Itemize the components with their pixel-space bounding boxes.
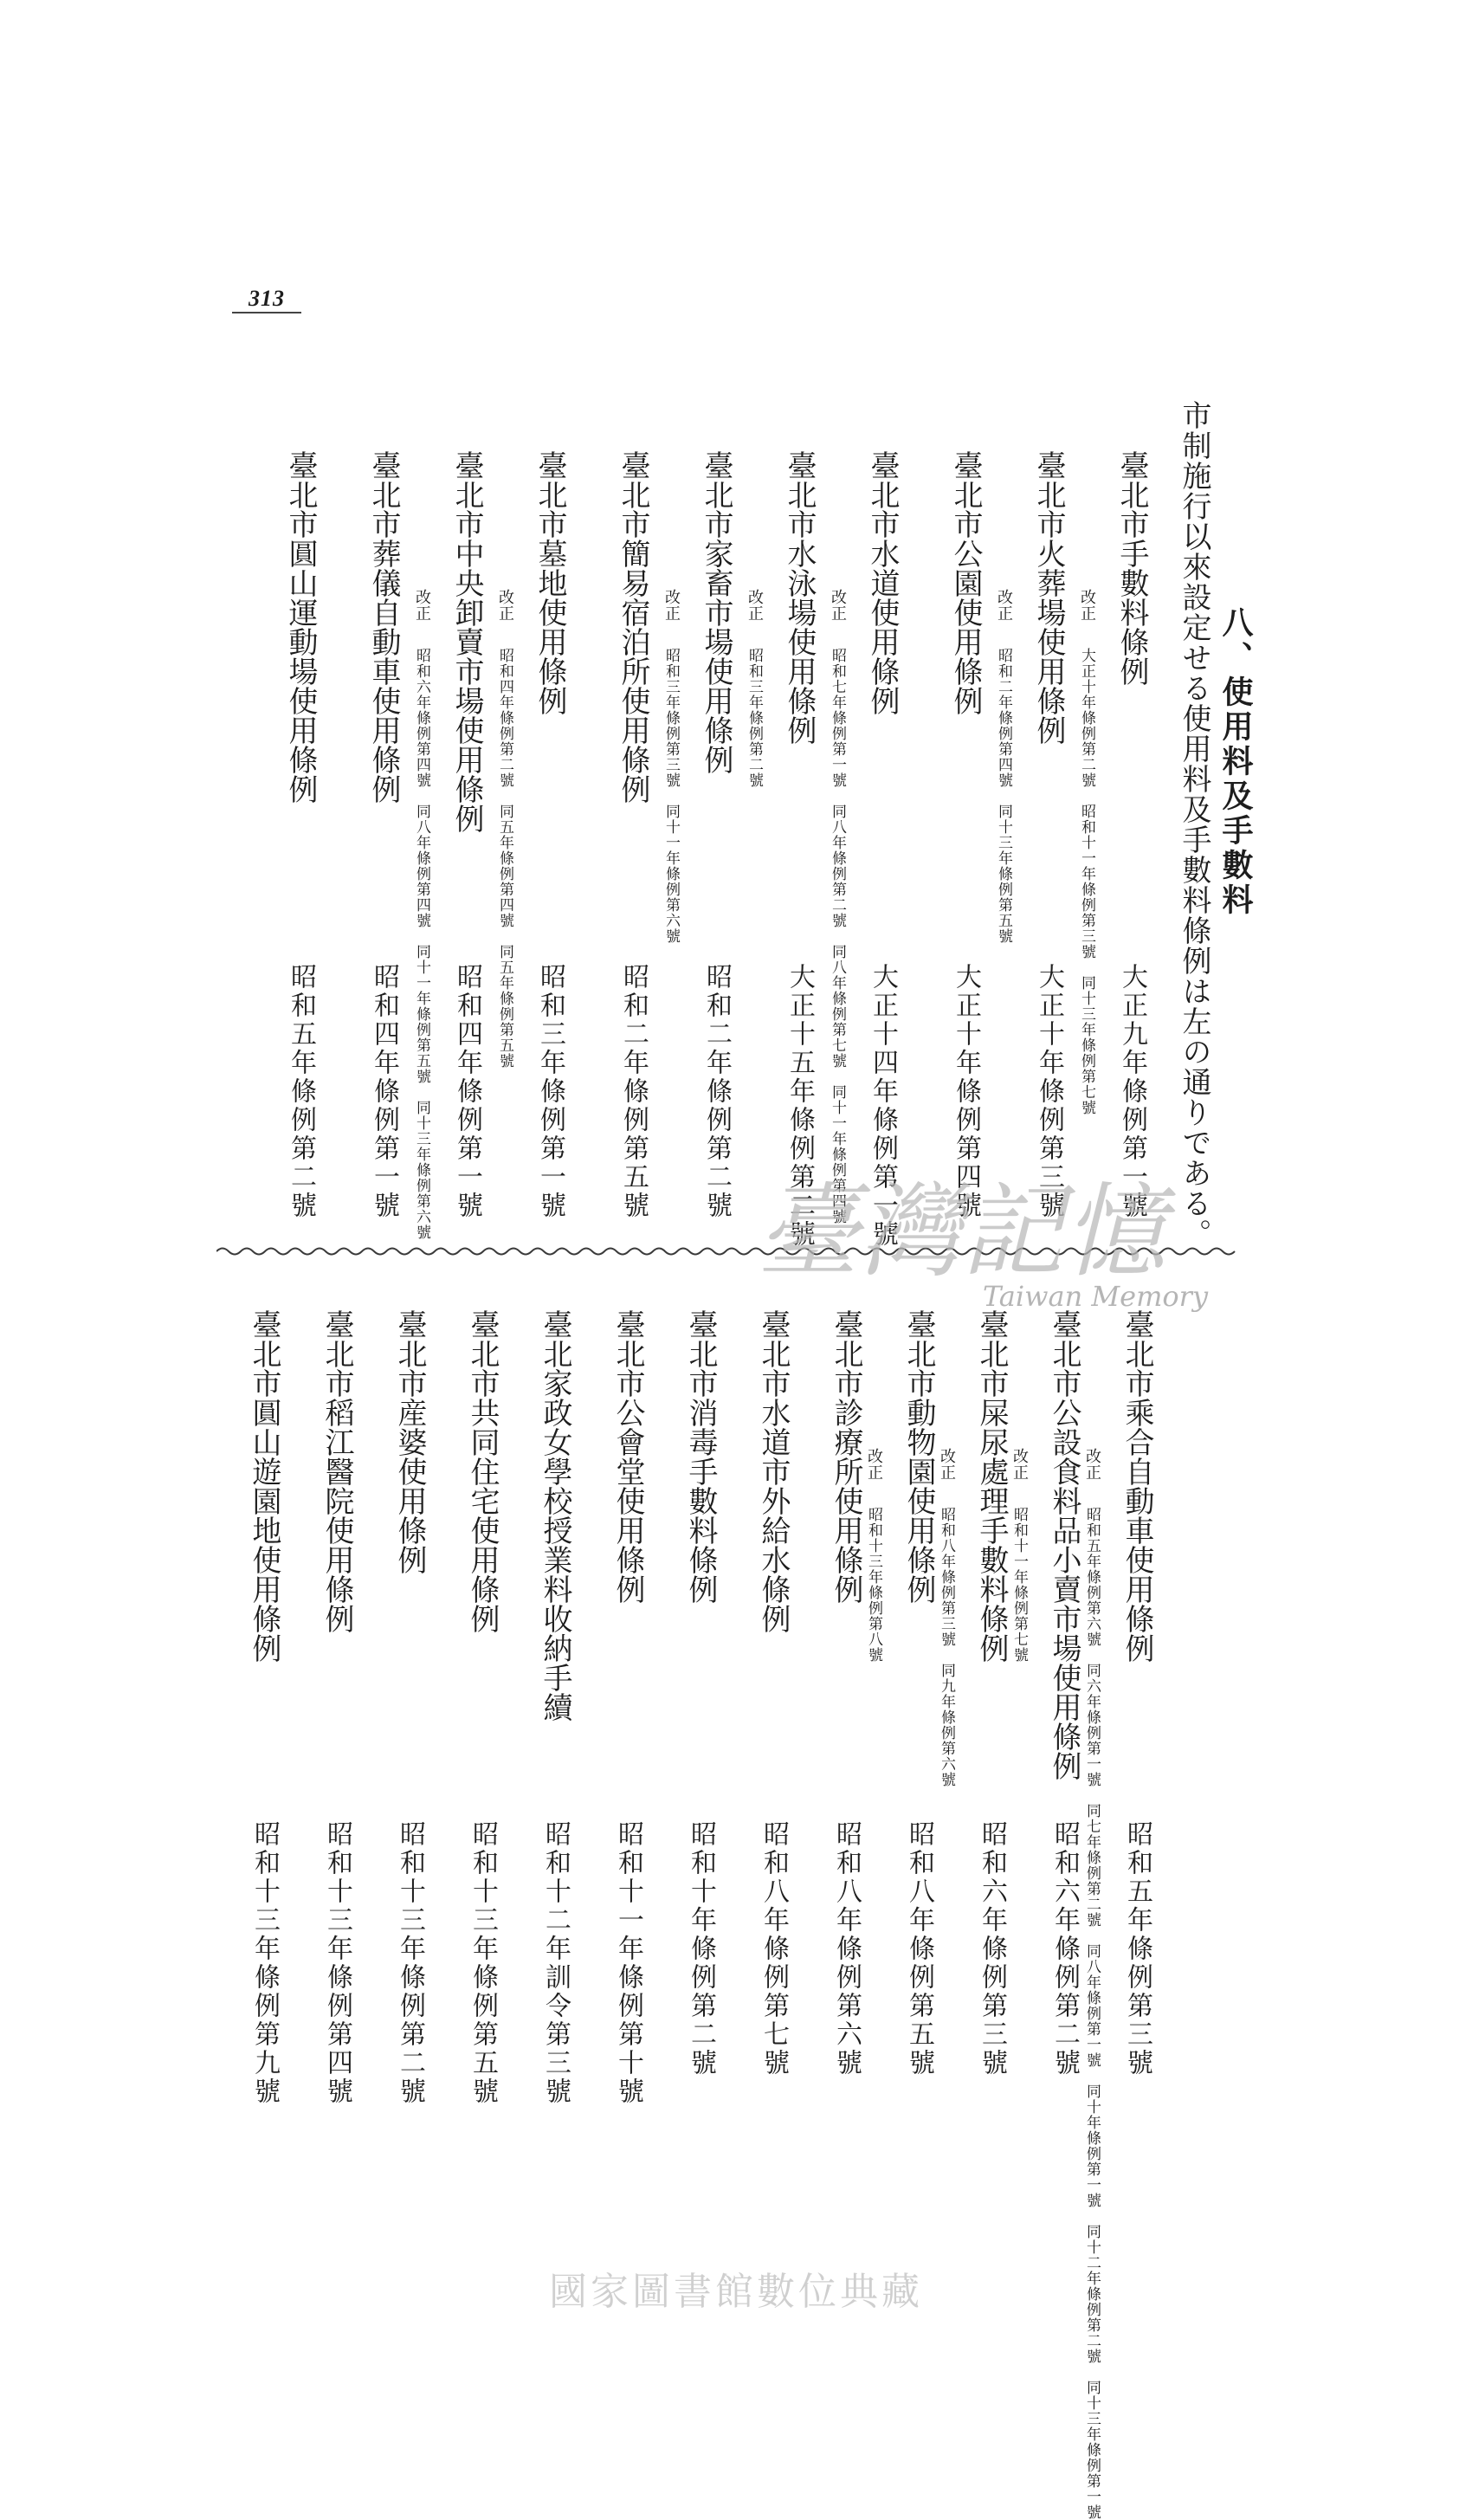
- ordinance-title: 臺北市圓山遊園地使用條例: [247, 1309, 281, 1663]
- amendment-text: 昭和六年條例第四號 同八年條例第四號 同十一年條例第五號 同十三年條例第六號: [413, 648, 430, 1240]
- ordinance-amendment: [746, 589, 762, 788]
- amendment-label: 改正: [1083, 1448, 1101, 1481]
- ordinance-amendment: [996, 589, 1011, 944]
- ordinance-amendment: [866, 1448, 881, 1663]
- ordinance-title: 臺北市家畜市場使用條例: [699, 450, 733, 774]
- ordinance-enactment: 昭和三年條例第一號: [535, 963, 565, 1220]
- ordinance-enactment: 昭和八年條例第六號: [831, 1820, 862, 2077]
- amendment-label: 改正: [865, 1448, 883, 1481]
- amendment-label: 改正: [1010, 1448, 1029, 1481]
- amendment-text: 昭和四年條例第二號 同五年條例第四號 同五年條例第五號: [496, 648, 513, 1069]
- ordinance-title: 臺北市葬儀自動車使用條例: [366, 450, 401, 804]
- intro-text: 市制施行以來設定せる使用料及手數料條例は左の通りである。: [1177, 400, 1211, 1249]
- ordinance-enactment: 昭和四年條例第一號: [452, 963, 482, 1220]
- amendment-text: 昭和五年條例第六號 同六年條例第一號 同七年條例第二號 同八年條例第一號 同十年條例第一號 同十二年條例第二號 同十三年條例第一號: [1083, 1507, 1101, 2520]
- ordinance-title: 臺北市公園使用條例: [948, 450, 983, 715]
- ordinance-enactment: 昭和四年條例第一號: [369, 963, 399, 1220]
- ordinance-title: 臺北市圓山運動場使用條例: [283, 450, 318, 804]
- watermark-seal-image: [719, 1165, 1204, 1295]
- amendment-text: 昭和三年條例第二號: [746, 648, 763, 788]
- ordinance-amendment: [939, 1448, 954, 1787]
- ordinance-enactment: 昭和十年條例第二號: [686, 1820, 716, 2077]
- ordinance-enactment: 昭和十二年訓令第三號: [540, 1820, 571, 2106]
- amendment-text: 昭和七年條例第一號 同八年條例第二號 同八年條例第七號 同十一年條例第四號: [829, 648, 846, 1224]
- amendment-label: 改正: [746, 589, 764, 622]
- ordinance-title: 臺北市消毒手數料條例: [683, 1309, 718, 1604]
- ordinance-title: 臺北市水泳場使用條例: [782, 450, 817, 745]
- amendment-text: 昭和十三年條例第八號: [865, 1507, 882, 1663]
- ordinance-title: 臺北市公會堂使用條例: [610, 1309, 645, 1604]
- amendment-text: 昭和二年條例第四號 同十三年條例第五號: [995, 648, 1012, 944]
- amendment-text: 昭和十一年條例第七號: [1010, 1507, 1028, 1663]
- footer-archive-label: 國家圖書館數位典藏: [549, 2270, 923, 2314]
- ordinance-title: 臺北市屎尿處理手數料條例: [974, 1309, 1009, 1663]
- ordinance-enactment: 昭和五年條例第二號: [286, 963, 316, 1220]
- ordinance-title: 臺北市動物園使用條例: [901, 1309, 936, 1604]
- ordinance-enactment: 昭和六年條例第三號: [977, 1820, 1007, 2077]
- amendment-text: 昭和八年條例第三號 同九年條例第六號: [938, 1507, 955, 1787]
- ordinance-title: 臺北市水道使用條例: [865, 450, 900, 715]
- ordinance-enactment: 昭和二年條例第五號: [618, 963, 649, 1220]
- ordinance-enactment: 昭和十三年條例第九號: [249, 1820, 280, 2106]
- watermark-seal-text: 臺灣記憶: [756, 1172, 1166, 1291]
- ordinance-amendment: [1011, 1448, 1027, 1663]
- ordinance-title: 臺北市公設食料品小賣市場使用條例: [1047, 1309, 1081, 1780]
- ordinance-amendment: [497, 589, 513, 1069]
- amendment-label: 改正: [496, 589, 514, 622]
- ordinance-amendment: [663, 589, 679, 944]
- ordinance-enactment: 昭和六年條例第二號: [1049, 1820, 1080, 2077]
- amendment-text: 大正十年條例第二號 昭和十一年條例第三號 同十三年條例第七號: [1078, 648, 1095, 1115]
- ordinance-enactment: 昭和八年條例第五號: [904, 1820, 934, 2077]
- ordinance-enactment: 昭和十三年條例第二號: [395, 1820, 425, 2106]
- ordinance-enactment: 大正九年條例第一號: [1117, 963, 1147, 1220]
- ordinance-title: 臺北市共同住宅使用條例: [465, 1309, 500, 1633]
- amendment-label: 改正: [662, 589, 681, 622]
- ordinance-title: 臺北市墓地使用條例: [533, 450, 567, 715]
- amendment-label: 改正: [1078, 589, 1096, 622]
- ordinance-title: 臺北市診療所使用條例: [829, 1309, 863, 1604]
- page-number: 313: [232, 286, 301, 313]
- ordinance-title: 臺北市手數料條例: [1114, 450, 1149, 686]
- watermark-subtitle: Taiwan Memory: [982, 1280, 1209, 1313]
- ordinance-enactment: 昭和十三年條例第四號: [322, 1820, 352, 2106]
- ordinance-enactment: 大正十四年條例第一號: [868, 963, 898, 1249]
- ordinance-amendment: [830, 589, 845, 1224]
- ordinance-title: 臺北市乘合自動車使用條例: [1120, 1309, 1154, 1663]
- ordinance-title: 臺北家政女學校授業料收納手續: [538, 1309, 572, 1722]
- ordinance-title: 臺北市火葬場使用條例: [1031, 450, 1066, 745]
- ordinance-enactment: 大正十年條例第三號: [1034, 963, 1064, 1220]
- ordinance-enactment: 大正十五年條例第二號: [784, 963, 815, 1249]
- section-heading: 八、使用料及手數料: [1217, 606, 1253, 918]
- ordinance-enactment: 昭和八年條例第七號: [759, 1820, 789, 2077]
- ordinance-enactment: 大正十年條例第四號: [951, 963, 981, 1220]
- ordinance-enactment: 昭和二年條例第二號: [701, 963, 732, 1220]
- ordinance-amendment: [1079, 589, 1094, 1115]
- amendment-label: 改正: [938, 1448, 956, 1481]
- ordinance-title: 臺北市稻江醫院使用條例: [320, 1309, 354, 1633]
- ordinance-title: 臺北市水道市外給水條例: [756, 1309, 791, 1633]
- ordinance-title: 臺北市中央卸賣市場使用條例: [449, 450, 484, 833]
- ordinance-amendment: [1084, 1448, 1100, 2520]
- amendment-label: 改正: [413, 589, 431, 622]
- amendment-text: 昭和三年條例第三號 同十一年條例第六號: [662, 648, 680, 944]
- amendment-label: 改正: [829, 589, 847, 622]
- ordinance-enactment: 昭和五年條例第三號: [1122, 1820, 1152, 2077]
- ordinance-title: 臺北市簡易宿泊所使用條例: [616, 450, 650, 804]
- amendment-label: 改正: [995, 589, 1013, 622]
- ordinance-enactment: 昭和十一年條例第十號: [613, 1820, 643, 2106]
- ordinance-enactment: 昭和十三年條例第五號: [468, 1820, 498, 2106]
- ordinance-title: 臺北市産婆使用條例: [392, 1309, 427, 1574]
- ordinance-amendment: [414, 589, 429, 1240]
